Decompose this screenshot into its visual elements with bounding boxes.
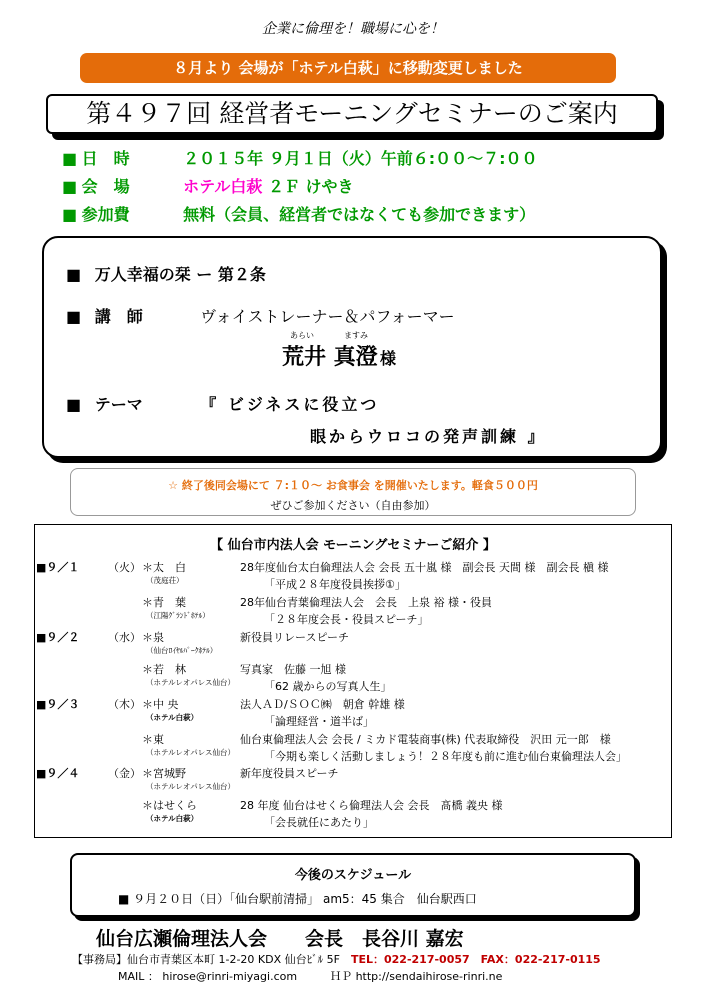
intro-row-desc: 仙台東倫理法人会 会長 / ミカド電装商事(株) 代表取締役 沢田 元一郎 様 (240, 733, 611, 746)
intro-row-venue: （ホテルレオパレス仙台） (146, 782, 236, 791)
tagline: 企業に倫理を！職場に心を！ (262, 21, 444, 37)
lecturer-title: ヴォイストレーナー＆パフォーマー (200, 307, 455, 326)
intro-row-name: ＊青 葉 (142, 596, 186, 609)
intro-row-day: （金） (108, 767, 141, 780)
seminar-intro-title: 【 仙台市内法人会 モーニングセミナーご紹介 】 (210, 538, 496, 553)
theme-line-1: 『 ビジネスに役立つ (200, 395, 380, 414)
intro-row-venue: （ホテル白萩） (146, 713, 199, 722)
intro-row-venue: （ホテルレオパレス仙台） (146, 678, 236, 687)
venue-room: ２Ｆ けやき (267, 177, 354, 196)
intro-row-topic: 「会長就任にあたり」 (264, 816, 374, 829)
dinner-notice-line1: ☆ 終了後同会場にて ７:１０～ お食事会 を開催いたします。軽食５００円 (168, 479, 538, 492)
fee-label: 参加費 (81, 205, 130, 224)
schedule-item: ■ ９月２０日（日）「仙台駅前清掃」 am5：45 集合 仙台駅西口 (118, 892, 477, 906)
intro-row-day: （木） (108, 698, 141, 711)
office-address (72, 951, 601, 967)
intro-row-topic: 「論理経営・道半ば」 (264, 715, 374, 728)
date-label: 日 時 (81, 149, 130, 168)
intro-row-date: ■９／３ (36, 698, 80, 711)
intro-row-topic: 「62 歳からの写真人生」 (264, 680, 392, 693)
intro-row-name: ＊東 (142, 733, 164, 746)
intro-row-day: （火） (108, 561, 141, 574)
tel-fax: TEL：022-217-0057 FAX：022-217-0115 (350, 953, 601, 966)
article-row (66, 262, 266, 285)
theme-label: テーマ (94, 395, 143, 414)
intro-row-name: ＊太 白 (142, 561, 186, 574)
intro-row-venue: （江陽ｸﾞﾗﾝﾄﾞﾎﾃﾙ） (146, 611, 210, 620)
bullet-square-icon: ■ (62, 149, 78, 168)
schedule-title: 今後のスケジュール (294, 868, 412, 883)
intro-row-topic: 「平成２８年度役員挨拶①」 (264, 578, 406, 591)
intro-row-topic: 「２８年度会長・役員スピーチ」 (264, 613, 429, 626)
schedule-box (70, 853, 636, 917)
date-value: ２０１５年 ９月１日（火）午前６:００～７:００ (183, 149, 538, 168)
venue-change-banner: ８月より 会場が「ホテル白萩」に移動変更しました (80, 53, 616, 83)
intro-row-desc: 法人ＡＤ/ＳＯＣ㈱ 朝倉 幹雄 様 (240, 698, 405, 711)
intro-row-desc: 写真家 佐藤 一旭 様 (240, 663, 346, 676)
intro-row-venue: （茂庭荘） (146, 576, 184, 585)
theme-line-2: 眼からウロコの発声訓練 』 (310, 427, 547, 446)
honorific: 様 (380, 349, 397, 368)
lecturer-row (66, 304, 455, 327)
bullet-square-icon: ■ (66, 395, 82, 414)
lecturer-label: 講 師 (94, 307, 143, 326)
intro-row-venue: （ホテルレオパレス仙台） (146, 748, 236, 757)
furigana-first: ますみ (344, 331, 368, 340)
intro-row-desc: 新年度役員スピーチ (240, 767, 339, 780)
intro-row-name: ＊泉 (142, 631, 164, 644)
intro-row-name: ＊宮城野 (142, 767, 186, 780)
intro-row-name: ＊中 央 (142, 698, 179, 711)
intro-row-desc: 28年度仙台太白倫理法人会 会長 五十嵐 様 副会長 天間 様 副会長 槇 様 (240, 561, 609, 574)
intro-row-name: ＊はせくら (142, 799, 197, 812)
article-text: 万人幸福の栞 ー 第２条 (94, 265, 266, 284)
dinner-notice-line2: ぜひご参加ください（自由参加） (270, 499, 436, 512)
dinner-notice (70, 468, 636, 516)
lecturer-name: 荒井 真澄 (282, 345, 378, 370)
theme-row (66, 392, 379, 415)
page-title: 第４９７回 経営者モーニングセミナーのご案内 (46, 94, 658, 134)
intro-row-date: ■９／２ (36, 631, 80, 644)
organization-name: 仙台広瀬倫理法人会 会長 長谷川 嘉宏 (96, 928, 464, 950)
intro-row-desc: 28年仙台青葉倫理法人会 会長 上泉 裕 様・役員 (240, 596, 492, 609)
intro-row-date: ■９／４ (36, 767, 80, 780)
intro-row-venue: （仙台ﾛｲﾔﾙﾊﾟｰｸﾎﾃﾙ） (146, 646, 218, 655)
venue-label: 会 場 (81, 177, 130, 196)
bullet-square-icon: ■ (66, 265, 82, 284)
fee-row (62, 202, 535, 225)
bullet-square-icon: ■ (62, 177, 78, 196)
date-row (62, 146, 538, 169)
intro-row-topic: 「今期も楽しく活動しましょう！２８年度も前に進む仙台東倫理法人会」 (264, 750, 627, 763)
fee-value: 無料（会員、経営者ではなくても参加できます） (183, 205, 536, 224)
intro-row-date: ■９／１ (36, 561, 80, 574)
intro-row-desc: 28 年度 仙台はせくら倫理法人会 会長 髙橋 義央 様 (240, 799, 503, 812)
intro-row-desc: 新役員リレースピーチ (240, 631, 350, 644)
intro-row-day: （水） (108, 631, 141, 644)
furigana-last: あらい (290, 331, 314, 340)
contact-mail: MAIL ： hirose@rinri-miyagi.com ＨＰ http://sendaihirose-rinri.ne (118, 970, 503, 983)
address-text: 【事務局】仙台市青葉区本町 1-2-20 KDX 仙台ﾋﾞﾙ 5F (72, 953, 351, 966)
intro-row-venue: （ホテル白萩） (146, 814, 199, 823)
bullet-square-icon: ■ (62, 205, 78, 224)
venue-row (62, 174, 354, 197)
intro-row-name: ＊若 林 (142, 663, 186, 676)
bullet-square-icon: ■ (66, 307, 82, 326)
venue-name: ホテル白萩 (183, 177, 263, 196)
